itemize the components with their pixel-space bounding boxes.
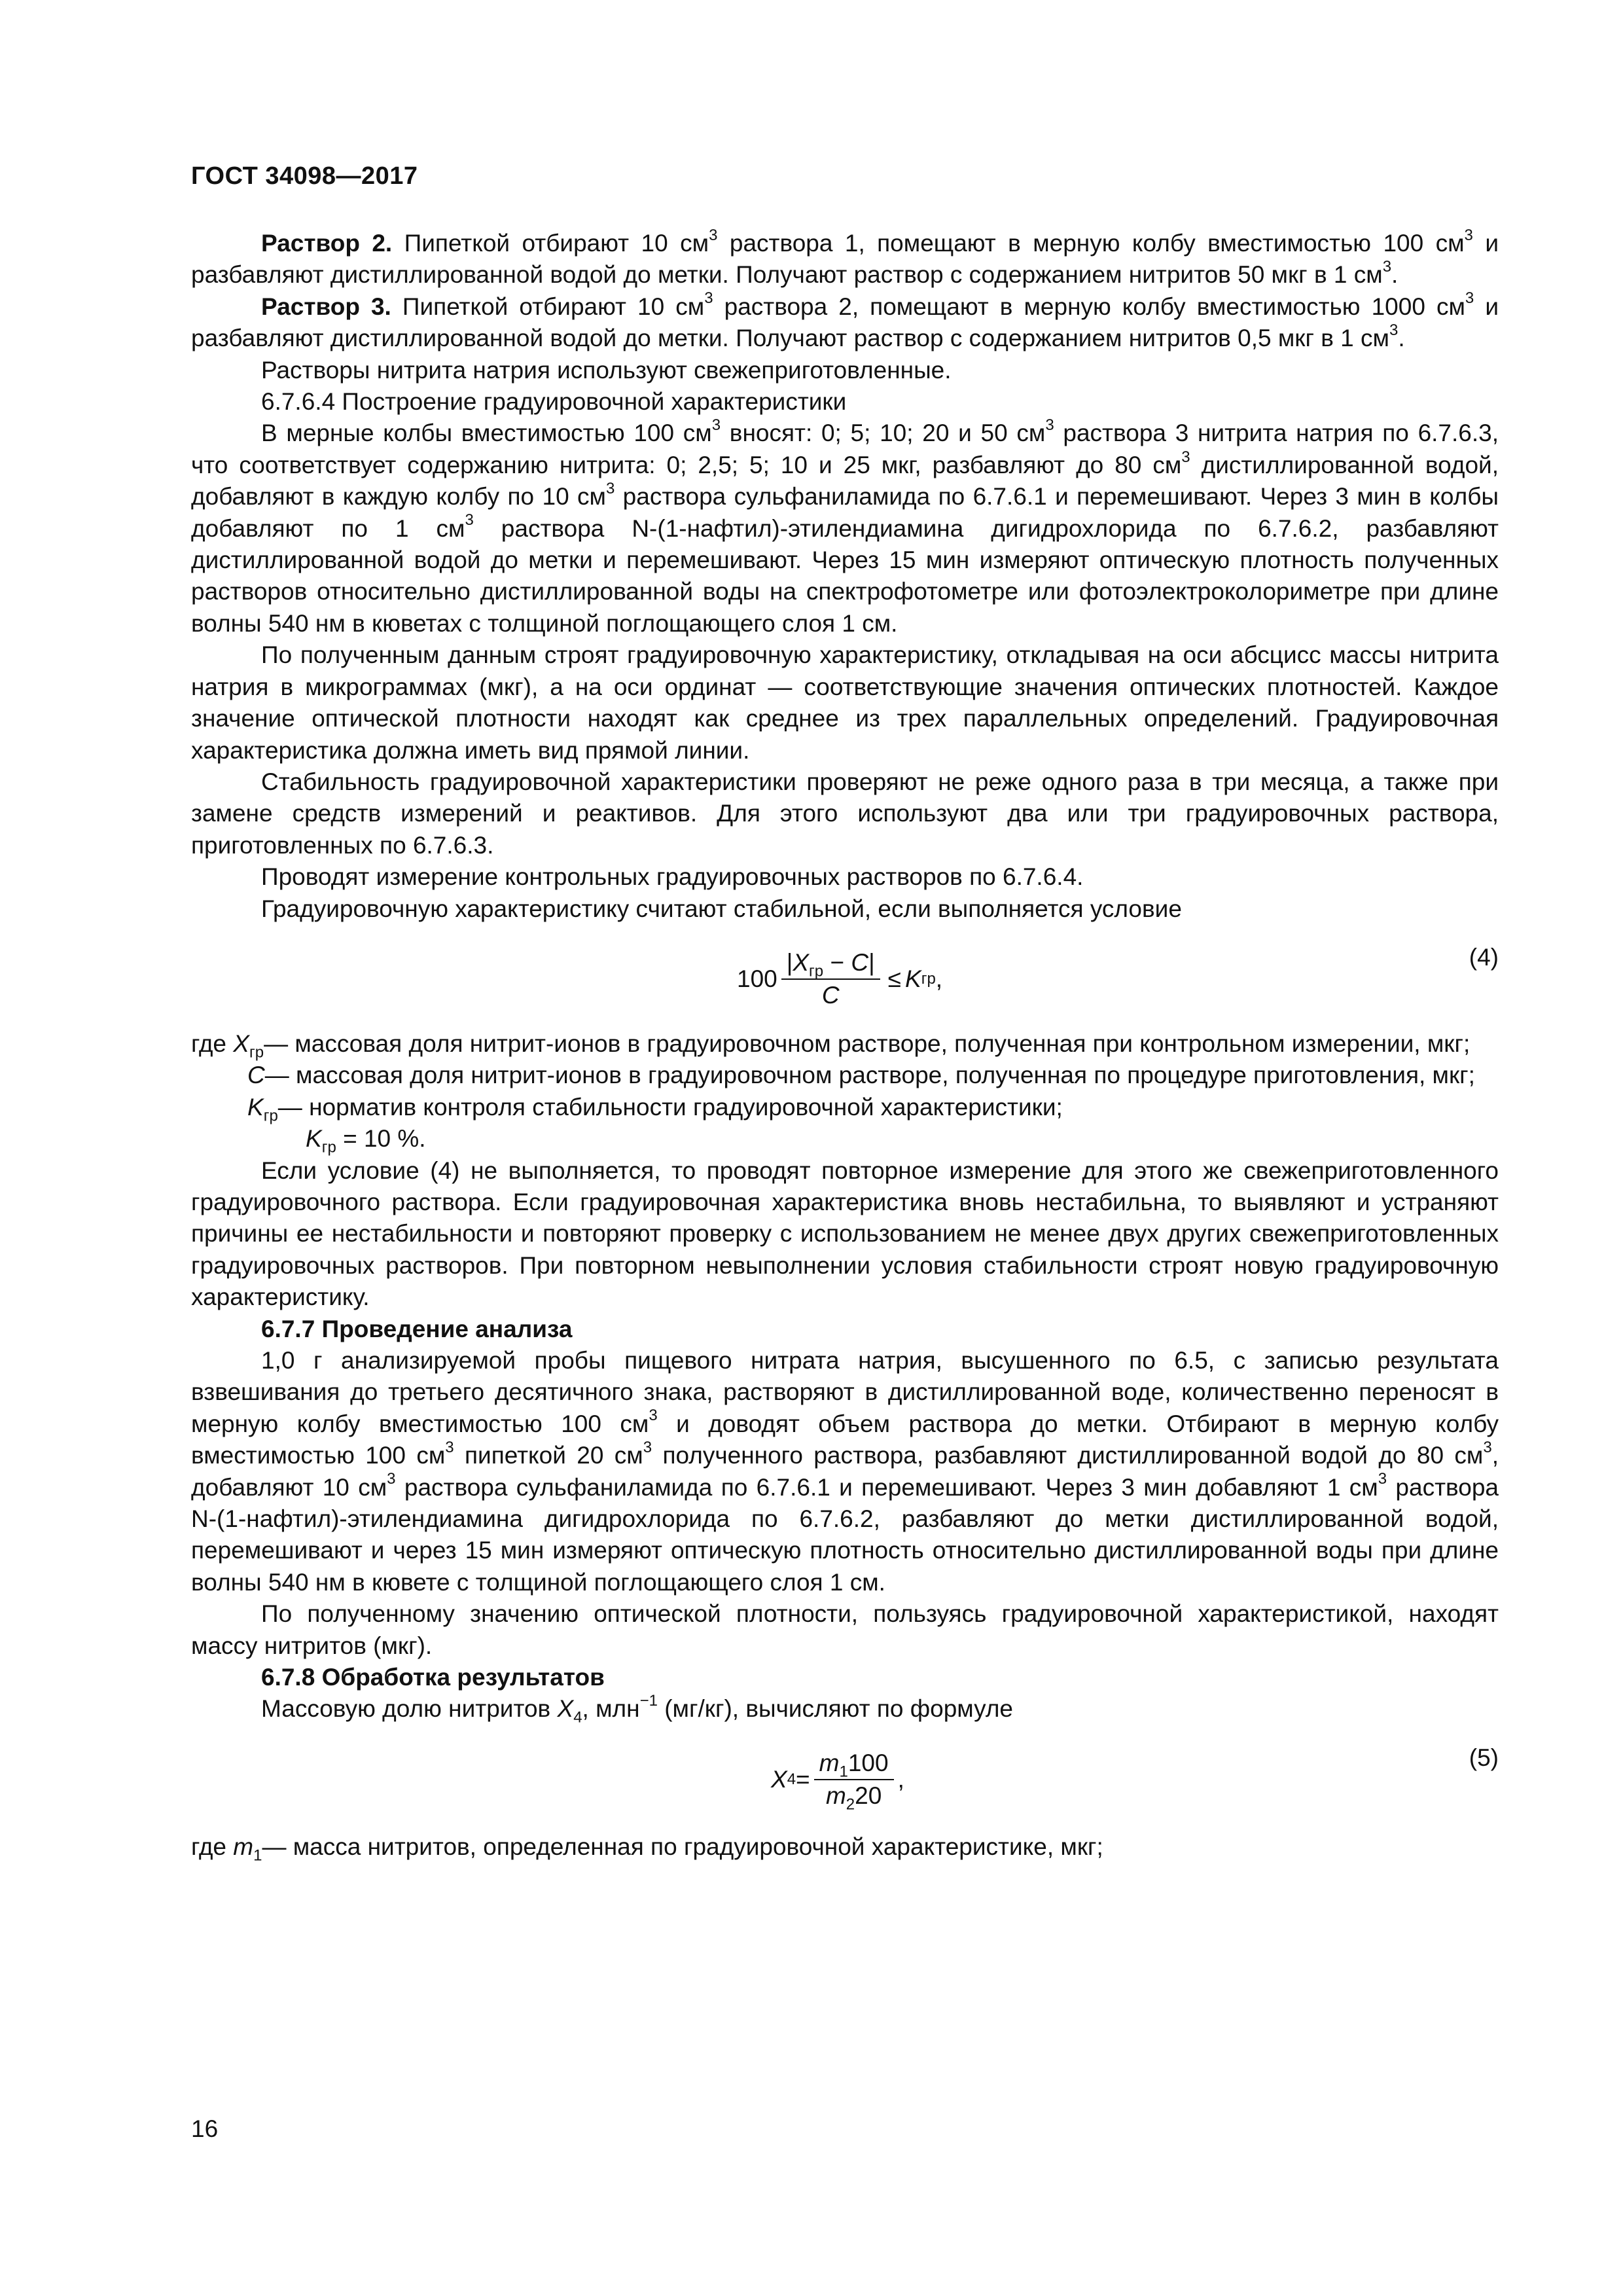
paragraph-find-mass: По полученному значению оптической плотности, пользуясь градуировочной характеристикой, находят массу нитритов (мкг).	[191, 1600, 1499, 1659]
formula-4-definitions	[191, 1028, 1499, 1155]
paragraph-solution-2: Раствор 2. Пипеткой отбирают 10 $см^3$ раствора 1, помещают в мерную колбу вместимостью 100 $см^3$ и разбавляют дистиллированной водой до метки. Получают раствор с содержанием нитритов 50 мкг в 1 $см^3$.	[191, 226, 1499, 289]
section-6-7-7-title: 6.7.7 Проведение анализа	[261, 1315, 573, 1342]
paragraph-analysis-procedure: 1,0 г анализируемой пробы пищевого нитрата натрия, высушенного по 6.5, с записью результата взвешивания до третьего десятичного знака, растворяют в дистиллированной воде, количественно переносят в мерную колбу вместимостью 100 $см^3$ и доводят объем раствора до метки. Отбирают в мерную колбу вместимостью 100 $см^3$ пипеткой 20 $см^3$ полученного раствора, разбавляют дистиллированной водой до 80 $см^3$, добавляют 10 $см^3$ раствора сульфаниламида по 6.7.6.1 и перемешивают. Через 3 мин добавляют 1 $см^3$ раствора N-(1-нафтил)-этилендиамина дигидрохлорида по 6.7.6.2, разбавляют до метки дистиллированной водой, перемешивают и через 15 мин измеряют оптическую плотность относительно дистиллированной воды при длине волны 540 нм в кювете с толщиной поглощающего слоя 1 см.	[191, 1347, 1499, 1596]
paragraph-stability-condition: Градуировочную характеристику считают стабильной, если выполняется условие	[261, 895, 1182, 922]
formula-5-number: (5)	[1469, 1744, 1499, 1771]
paragraph-calibration-procedure: В мерные колбы вместимостью 100 $см^3$ вносят: 0; 5; 10; 20 и 50 $см^3$ раствора 3 нитрита натрия по 6.7.6.3, что соответствует содержанию нитрита: 0; 2,5; 5; 10 и 25 мкг, разбавляют до 80 $см^3$ дистиллированной водой, добавляют в каждую колбу по 10 $см^3$ раствора сульфаниламида по 6.7.6.1 и перемешивают. Через 3 мин в колбы добавляют по 1 $см^3$ раствора N-(1-нафтил)-этилендиамина дигидрохлорида по 6.7.6.2, разбавляют дистиллированной водой до метки и перемешивают. Через 15 мин измеряют оптическую плотность полученных растворов относительно дистиллированной воды на спектрофотометре или фотоэлектроколориметре при длине волны 540 нм в кюветах с толщиной поглощающего слоя 1 см.	[191, 416, 1499, 637]
section-6-7-6-4-title: 6.7.6.4 Построение градуировочной характеристики	[261, 388, 847, 416]
paragraph-calibration-curve: По полученным данным строят градуировочную характеристику, откладывая на оси абсцисс массы нитрита натрия в микрограммах (мкг), а на оси ординат — соответствующие значения оптических плотностей. Каждое значение оптической плотности находят как среднее из трех параллельных определений. Градуировочная характеристика должна иметь вид прямой линии.	[191, 641, 1499, 764]
paragraph-fresh-solutions: Растворы нитрита натрия используют свежеприготовленные.	[261, 356, 952, 384]
paragraph-mass-fraction-intro: Массовую долю нитритов $X_4$, млн$^{-1}$ (мг/кг), вычисляют по формуле	[261, 1692, 1014, 1727]
page-number: 16	[191, 2115, 219, 2142]
formula-4-number: (4)	[1469, 943, 1499, 971]
formula-5-expression: X 4 = $\frac{m_1100}{m_220}$ ,	[771, 1749, 904, 1814]
formula-5-fraction: $\frac{m_1100}{m_220}$	[814, 1749, 894, 1810]
definition-m1: где $m_1$ — масса нитритов, определенная по градуировочной характеристике, мкг;	[191, 1833, 1103, 1865]
formula-4-fraction: $\frac{|X_{гр} - C|}{C}$	[781, 948, 880, 1010]
definition-k-gr-value: $K_{гр} = 10$ %.	[306, 1125, 426, 1157]
paragraph-solution-3: Раствор 3. Пипеткой отбирают 10 $см^3$ раствора 2, помещают в мерную колбу вместимостью 1000 $см^3$ и разбавляют дистиллированной водой до метки. Получают раствор с содержанием нитритов 0,5 мкг в 1 $см^3$.	[191, 289, 1499, 352]
formula-5	[191, 1734, 1499, 1821]
paragraph-condition-failed: Если условие (4) не выполняется, то проводят повторное измерение для этого же свежеприготовленного градуировочного раствора. Если градуировочная характеристика вновь нестабильна, то выявляют и устраняют причины ее нестабильности и повторяют проверку с использованием не менее двух других свежеприготовленных градуировочных растворов. При повторном невыполнении условия стабильности строят новую градуировочную характеристику.	[191, 1157, 1499, 1311]
definition-c: C — массовая доля нитрит-ионов в градуировочном растворе, полученная по процедуре приготовления, мкг;	[247, 1062, 1475, 1089]
formula-4-expression: 100 $\frac{|X_{гр} - C|}{C}$ ≤ K гр ,	[737, 948, 943, 1009]
paragraph-control-measurement: Проводят измерение контрольных градуировочных растворов по 6.7.6.4.	[261, 863, 1084, 891]
definition-k-gr: $K_{гр}$ — норматив контроля стабильности градуировочной характеристики;	[247, 1093, 1063, 1125]
document-body	[191, 228, 1499, 1863]
paragraph-stability-check: Стабильность градуировочной характеристики проверяют не реже одного раза в три месяца, а также при замене средств измерений и реактивов. Для этого используют два или три градуировочных раствора, приготовленных по 6.7.6.3.	[191, 768, 1499, 859]
definition-x-gr: где $X_{гр}$ — массовая доля нитрит-ионов в градуировочном растворе, полученная при контрольном измерении, мкг;	[191, 1030, 1471, 1062]
section-6-7-8-title: 6.7.8 Обработка результатов	[261, 1664, 605, 1691]
document-header: ГОСТ 34098—2017	[191, 162, 418, 190]
formula-4	[191, 934, 1499, 1018]
